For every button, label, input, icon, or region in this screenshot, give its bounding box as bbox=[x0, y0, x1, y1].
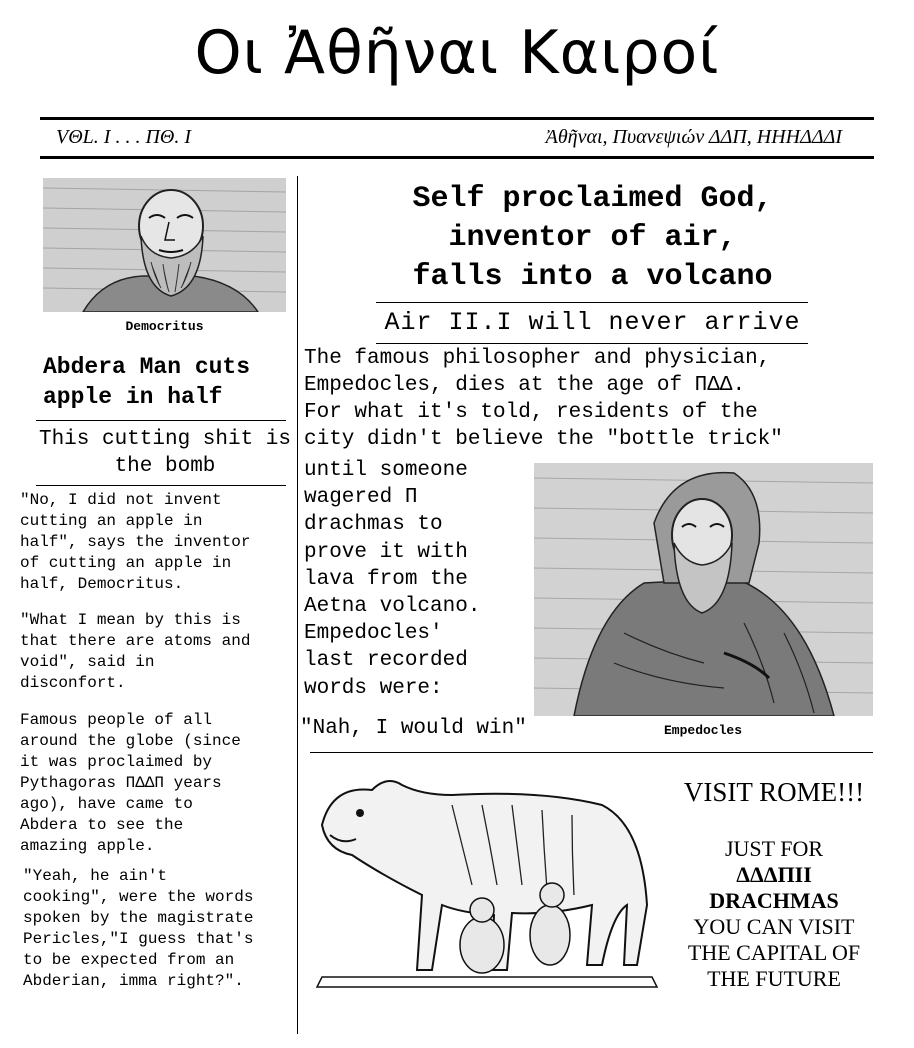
wolf-sketch-icon bbox=[312, 765, 664, 995]
left-headline-rule-bottom bbox=[36, 485, 286, 486]
advert-line-3: YOU CAN VISIT bbox=[693, 914, 855, 939]
capitoline-wolf-image bbox=[312, 765, 664, 995]
column-divider bbox=[297, 176, 298, 1034]
advert-line-4: THE CAPITAL OF bbox=[687, 940, 861, 965]
left-paragraph-1: "No, I did not invent cutting an apple in half", says the inventor of cutting an apple in half, Democritus. bbox=[20, 491, 251, 593]
main-sub-rule-bottom bbox=[376, 343, 808, 344]
main-body-narrow: until someone wagered Π drachmas to prove it with lava from the Aetna volcano. Empedocles' last recorded words were: bbox=[304, 459, 481, 700]
main-body-wide: The famous philosopher and physician, Empedocles, dies at the age of ΠΔΔ. For what it's told, residents of the city didn't believe the "bottle trick" bbox=[304, 347, 783, 451]
robed-philosopher-icon bbox=[534, 463, 873, 716]
democritus-portrait bbox=[43, 178, 286, 312]
advert-rule bbox=[310, 752, 873, 753]
advert-price: ΔΔΔΠΙΙ bbox=[736, 862, 812, 887]
advert-line-5: THE FUTURE bbox=[707, 966, 841, 991]
issue-volume: VΘL. I . . . ΠΘ. I bbox=[56, 126, 191, 148]
masthead-rule-bottom bbox=[40, 156, 874, 159]
main-subheadline: Air II.I will never arrive bbox=[384, 308, 801, 337]
main-headline: Self proclaimed God, inventor of air, falls into a volcano bbox=[412, 182, 773, 294]
masthead-title: Οι Ἀθῆναι Καιροί bbox=[194, 18, 720, 88]
empedocles-caption: Empedocles bbox=[663, 723, 742, 738]
left-subheadline: This cutting shit is the bomb bbox=[38, 428, 292, 478]
advert-line-1: JUST FOR bbox=[724, 836, 824, 861]
bearded-man-icon bbox=[43, 178, 286, 312]
advert-line-2: DRACHMAS bbox=[709, 888, 839, 913]
main-sub-rule-top bbox=[376, 302, 808, 303]
empedocles-quote: "Nah, I would win" bbox=[300, 717, 527, 740]
left-headline: Abdera Man cuts apple in half bbox=[43, 354, 251, 410]
left-paragraph-2: "What I mean by this is that there are atoms and void", said in disconfort. bbox=[20, 611, 251, 692]
left-paragraph-3: Famous people of all around the globe (since it was proclaimed by Pythagoras ΠΔΔΠ years ago), have came to Abdera to see the amazing apple. bbox=[20, 711, 241, 855]
empedocles-portrait bbox=[534, 463, 873, 716]
advert-headline: VISIT ROME!!! bbox=[683, 777, 865, 807]
left-headline-rule-top bbox=[36, 420, 286, 421]
issue-dateline: Ἀθῆναι, Πυανεψιών ΔΔΠ, HHHΔΔΔI bbox=[545, 126, 842, 148]
masthead-rule-top bbox=[40, 117, 874, 120]
left-paragraph-4: "Yeah, he ain't cooking", were the words spoken by the magistrate Pericles,"I guess that's to be expected from an Abderian, imma right?". bbox=[23, 867, 254, 990]
democritus-caption: Democritus bbox=[125, 319, 204, 334]
